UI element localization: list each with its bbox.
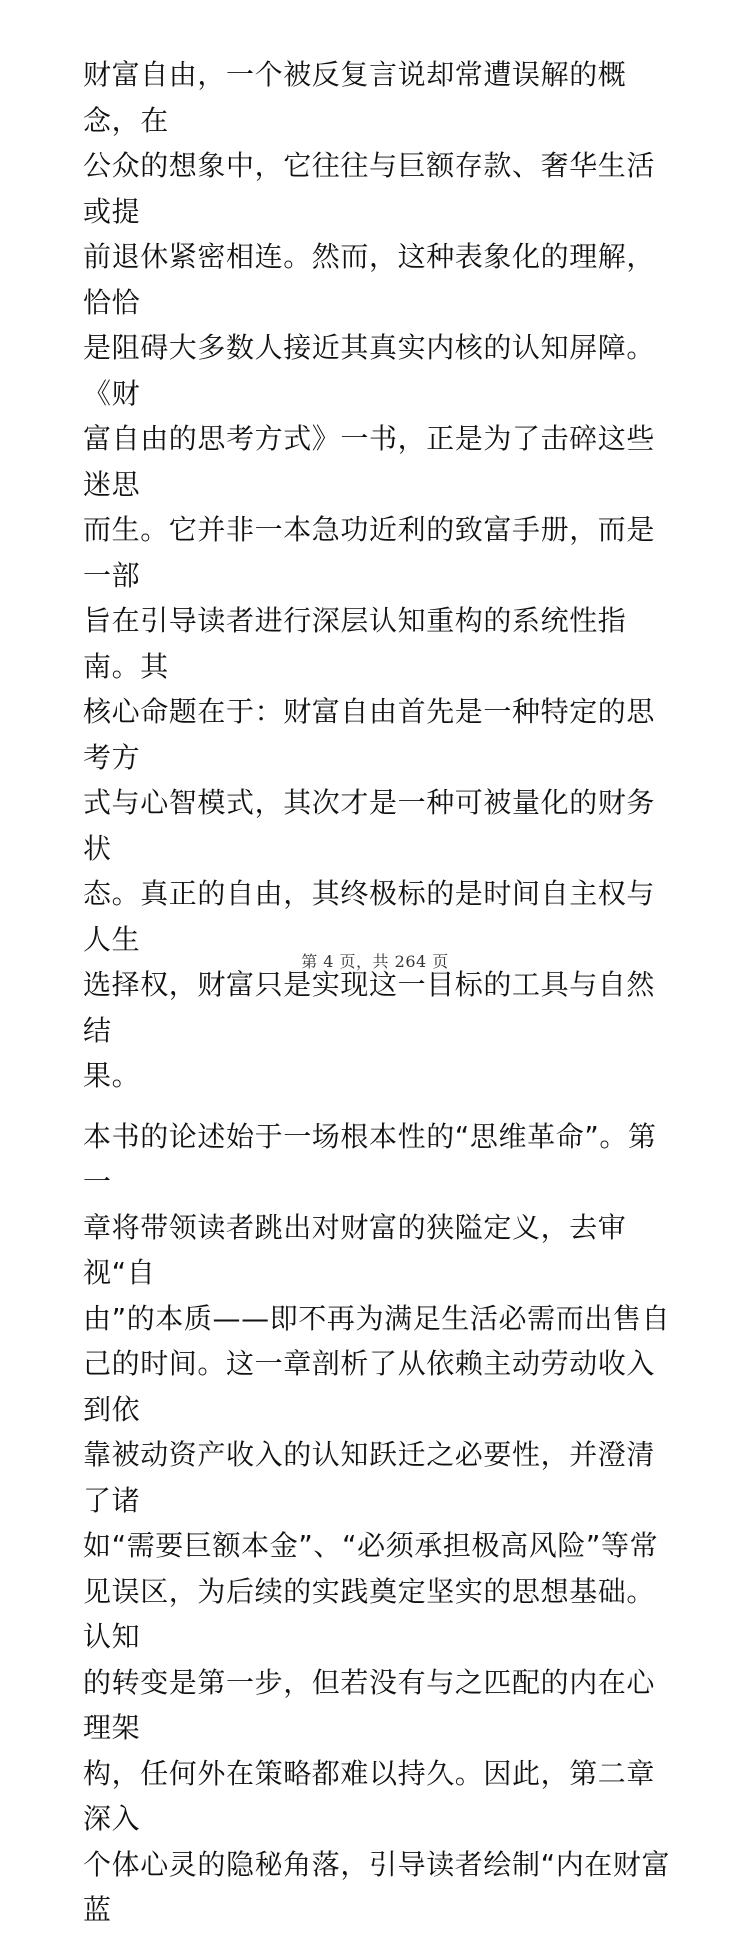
page-number-footer: 第 4 页，共 264 页 <box>301 952 449 971</box>
paragraph-1: 财富自由，一个被反复言说却常遭误解的概念，在 公众的想象中，它往往与巨额存款、奢华生活或提 前退休紧密相连。然而，这种表象化的理解，恰恰 是阻碍大多数人接近其真实内核的认知屏障。《财 富自由的思考方式》一书，正是为了击碎这些迷思 而生。它并非一本急功近利的致富手册，而是一部 旨在引导读者进行深层认知重构的系统性指南。其 核心命题在于：财富自由首先是一种特定的思考方 式与心智模式，其次才是一种可被量化的财务状 态。真正的自由，其终极标的是时间自主权与人生 选择权，财富只是实现这一目标的工具与自然结 果。 <box>83 58 656 1092</box>
document-body <box>83 52 673 1933</box>
paragraph-2: 本书的论述始于一场根本性的“思维革命”。第一 章将带领读者跳出对财富的狭隘定义，去审视“自 由”的本质——即不再为满足生活必需而出售自 己的时间。这一章剖析了从依赖主动劳动收入到依 靠被动资产收入的认知跃迁之必要性，并澄清了诸 如“需要巨额本金”、“必须承担极高风险”等常 见误区，为后续的实践奠定坚实的思想基础。认知 的转变是第一步，但若没有与之匹配的内在心理架 构，任何外在策略都难以持久。因此，第二章深入 个体心灵的隐秘角落，引导读者绘制“内在财富蓝 <box>83 1119 671 1926</box>
